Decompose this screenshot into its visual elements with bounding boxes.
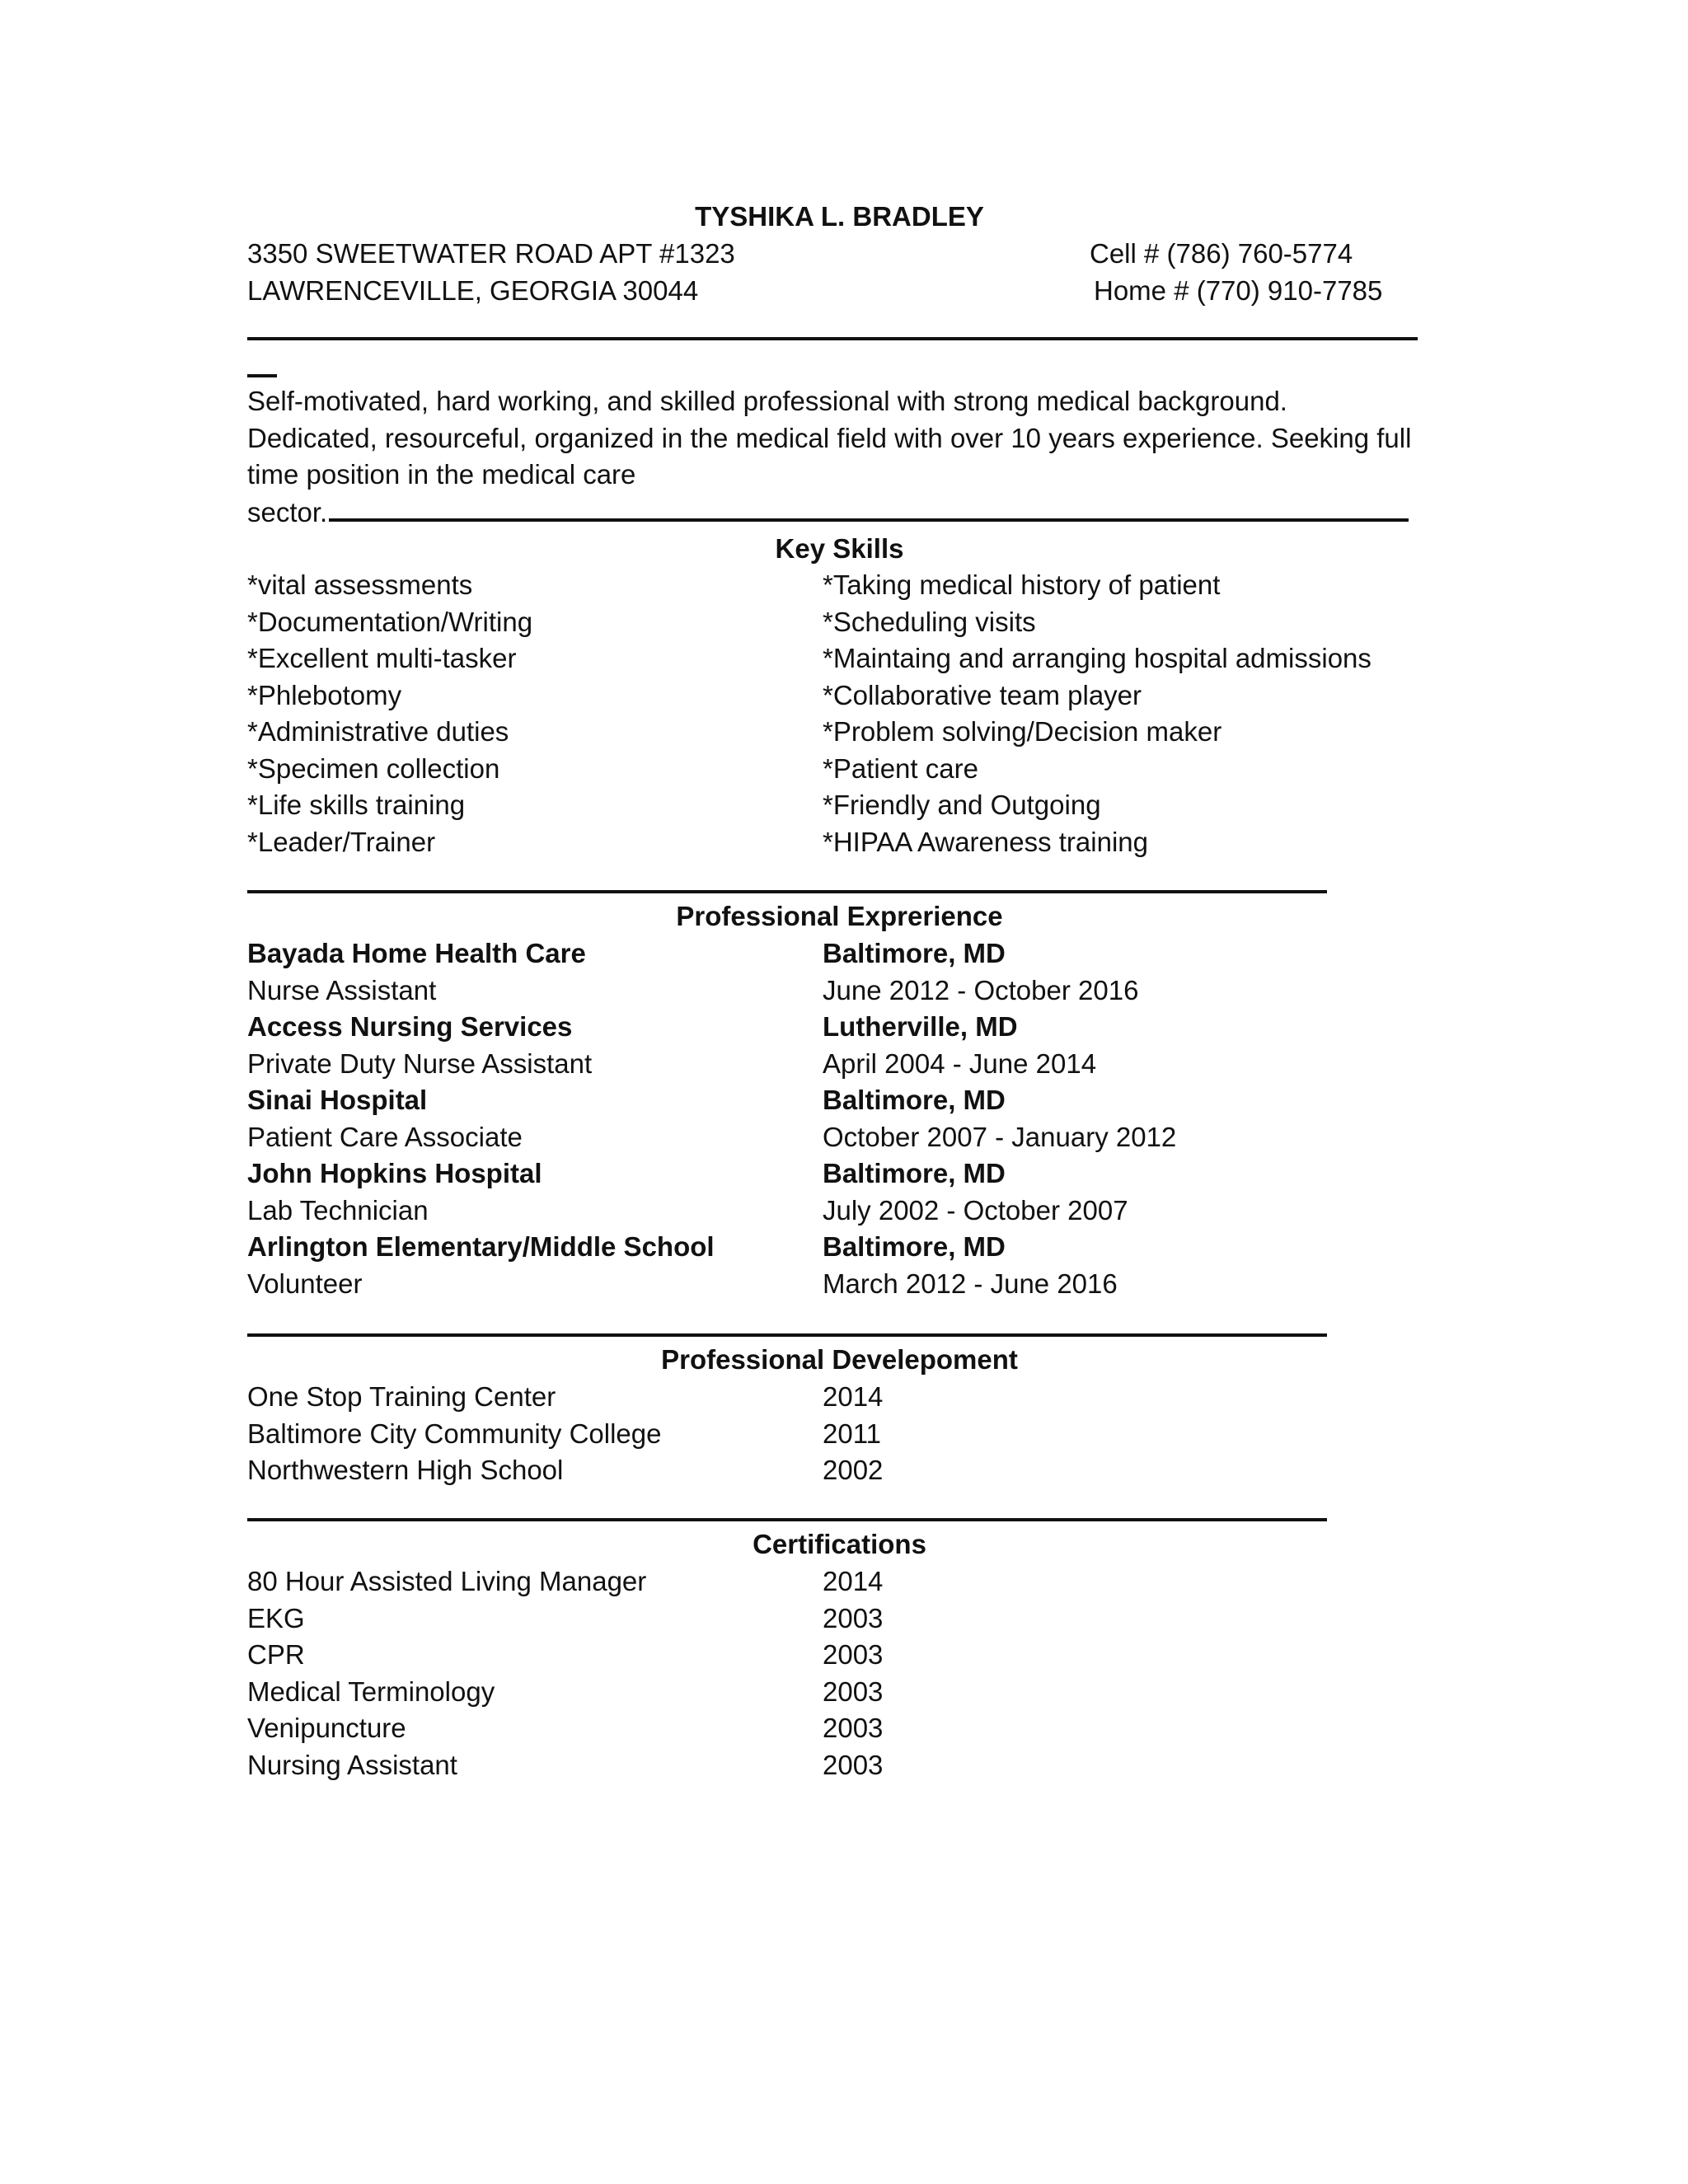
- job-location: Lutherville, MD: [823, 1011, 1018, 1042]
- job-location: Baltimore, MD: [823, 1231, 1006, 1262]
- summary-line-4: [247, 494, 1467, 532]
- certification-year: 2003: [823, 1713, 884, 1743]
- summary-line-2: Dedicated, resourceful, organized in the medical field with over 10 years experience. Seeking full: [247, 422, 1412, 453]
- certification-year: 2003: [823, 1749, 884, 1780]
- certifications-left-list: [247, 1563, 646, 1783]
- skill-item: *Scheduling visits: [823, 606, 1036, 637]
- header-divider-tail: [247, 374, 277, 377]
- employer-name: Access Nursing Services: [247, 1011, 573, 1042]
- address-line-2: LAWRENCEVILLE, GEORGIA 30044: [247, 275, 699, 306]
- certification-year: 2003: [823, 1602, 884, 1633]
- certification-item: EKG: [247, 1602, 305, 1633]
- development-heading: Professional Develepoment: [661, 1344, 1018, 1375]
- certification-year: 2003: [823, 1675, 884, 1707]
- skill-item: *Documentation/Writing: [247, 606, 533, 637]
- job-title: Patient Care Associate: [247, 1121, 523, 1152]
- job-location: Baltimore, MD: [823, 1085, 1006, 1115]
- certification-item: 80 Hour Assisted Living Manager: [247, 1566, 647, 1596]
- skill-item: *Excellent multi-tasker: [247, 643, 517, 673]
- development-year: 2002: [823, 1455, 884, 1485]
- development-year: 2011: [823, 1418, 881, 1449]
- certification-item: Nursing Assistant: [247, 1749, 457, 1780]
- skill-item: *Specimen collection: [247, 752, 500, 784]
- job-dates: July 2002 - October 2007: [823, 1194, 1128, 1226]
- experience-divider: [247, 1333, 1327, 1337]
- summary: [247, 383, 1467, 531]
- summary-line-4-text: sector.: [247, 496, 328, 527]
- skill-item: *Leader/Trainer: [247, 826, 436, 857]
- skill-item: *Maintaing and arranging hospital admissions: [823, 643, 1372, 673]
- summary-line-3: time position in the medical care: [247, 459, 636, 490]
- development-divider: [247, 1518, 1327, 1521]
- development-left-list: [247, 1379, 662, 1489]
- employer-name: Arlington Elementary/Middle School: [247, 1231, 715, 1262]
- skills-divider: [247, 890, 1327, 893]
- header-divider: [247, 337, 1418, 340]
- job-dates: March 2012 - June 2016: [823, 1268, 1118, 1299]
- summary-divider: [329, 494, 1409, 522]
- skill-item: *vital assessments: [247, 569, 473, 600]
- key-skills-heading: Key Skills: [775, 533, 904, 564]
- skill-item: *Problem solving/Decision maker: [823, 716, 1222, 747]
- job-title: Private Duty Nurse Assistant: [247, 1047, 593, 1079]
- development-year: 2014: [823, 1381, 884, 1412]
- employer-name: John Hopkins Hospital: [247, 1158, 542, 1188]
- job-dates: April 2004 - June 2014: [823, 1047, 1097, 1079]
- certification-item: Medical Terminology: [247, 1675, 495, 1707]
- skill-item: *HIPAA Awareness training: [823, 826, 1149, 857]
- development-right-list: [823, 1379, 883, 1489]
- skill-item: *Life skills training: [247, 790, 466, 820]
- job-title: Nurse Assistant: [247, 974, 437, 1005]
- development-item: One Stop Training Center: [247, 1381, 556, 1412]
- candidate-name: TYSHIKA L. BRADLEY: [695, 201, 984, 232]
- skill-item: *Taking medical history of patient: [823, 569, 1221, 600]
- certification-year: 2003: [823, 1639, 884, 1670]
- cell-phone: Cell # (786) 760-5774: [1090, 238, 1353, 269]
- key-skills-left-list: [247, 567, 532, 860]
- job-location: Baltimore, MD: [823, 938, 1006, 968]
- skill-item: *Collaborative team player: [823, 679, 1142, 710]
- skill-item: *Phlebotomy: [247, 679, 402, 710]
- summary-line-1: Self-motivated, hard working, and skilled professional with strong medical background.: [247, 386, 1287, 416]
- certification-item: CPR: [247, 1639, 305, 1670]
- certifications-right-list: [823, 1563, 883, 1783]
- certification-year: 2014: [823, 1566, 884, 1596]
- certification-item: Venipuncture: [247, 1713, 406, 1743]
- address-line-1: 3350 SWEETWATER ROAD APT #1323: [247, 238, 735, 269]
- development-item: Baltimore City Community College: [247, 1418, 662, 1449]
- experience-heading: Professional Exprerience: [676, 901, 1003, 931]
- skill-item: *Patient care: [823, 752, 978, 784]
- experience-right-list: [823, 935, 1176, 1302]
- job-title: Lab Technician: [247, 1194, 429, 1226]
- job-title: Volunteer: [247, 1268, 363, 1299]
- skill-item: *Friendly and Outgoing: [823, 790, 1101, 820]
- job-dates: October 2007 - January 2012: [823, 1121, 1177, 1152]
- home-phone: Home # (770) 910-7785: [1094, 275, 1383, 306]
- employer-name: Bayada Home Health Care: [247, 938, 586, 968]
- experience-left-list: [247, 935, 715, 1302]
- development-item: Northwestern High School: [247, 1455, 564, 1485]
- skill-item: *Administrative duties: [247, 716, 509, 747]
- employer-name: Sinai Hospital: [247, 1085, 428, 1115]
- job-dates: June 2012 - October 2016: [823, 974, 1139, 1005]
- key-skills-right-list: [823, 567, 1372, 860]
- certifications-heading: Certifications: [753, 1529, 926, 1559]
- job-location: Baltimore, MD: [823, 1158, 1006, 1188]
